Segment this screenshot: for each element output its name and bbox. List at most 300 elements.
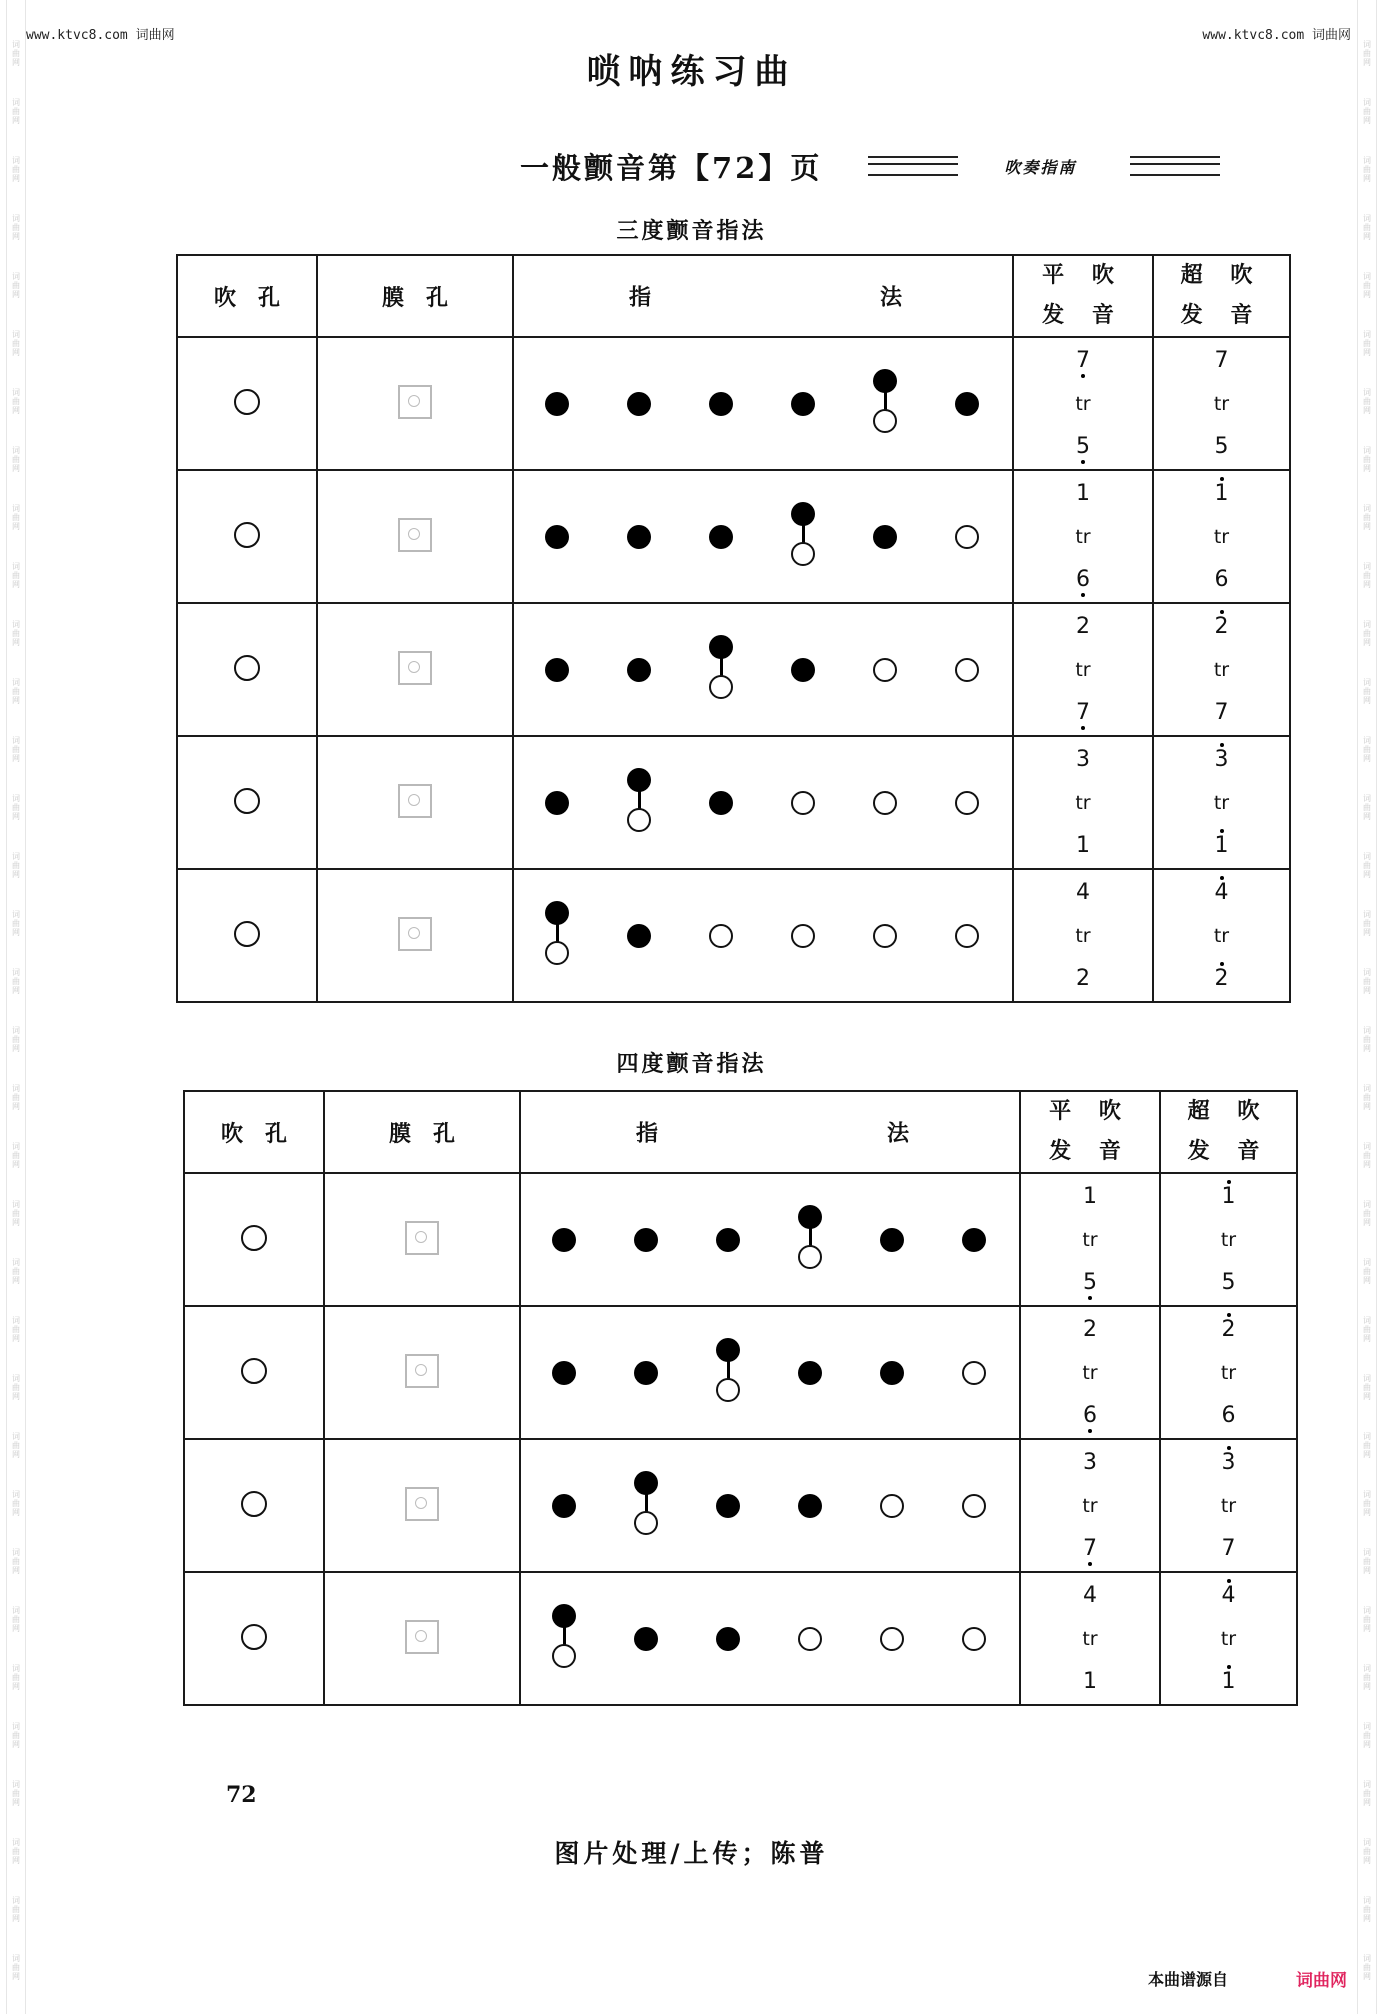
note-upper: 4	[1221, 1582, 1236, 1608]
membrane-hole-icon	[398, 651, 432, 685]
trill-stem-icon	[556, 921, 559, 943]
closed-hole-dot-icon	[627, 924, 651, 948]
fingering-table-fourth	[183, 1090, 1298, 1706]
table-row	[184, 1439, 1297, 1572]
closed-hole-dot-icon	[709, 525, 733, 549]
finger-hole-open	[795, 1604, 825, 1674]
table-row	[177, 603, 1290, 736]
header-flat-line2: 发 音	[1042, 303, 1124, 328]
blow-hole-cell	[177, 736, 317, 869]
finger-hole-closed	[795, 1471, 825, 1541]
closed-hole-dot-icon	[627, 392, 651, 416]
finger-hole-closed	[631, 1338, 661, 1408]
note-upper: 2	[1076, 613, 1090, 639]
note-lower: 1	[1083, 1668, 1097, 1694]
fingering-cell	[520, 1306, 1020, 1439]
finger-hole-open	[706, 901, 736, 971]
note-upper: 1	[1221, 1183, 1236, 1209]
note-lower: 2	[1076, 965, 1090, 991]
fingering-cell	[513, 736, 1013, 869]
blow-hole-cell	[184, 1306, 324, 1439]
margin-watermark-mark: 词曲网	[12, 388, 20, 415]
finger-hole-open	[870, 901, 900, 971]
margin-watermark-mark: 词曲网	[1363, 1780, 1371, 1807]
note-lower: 1	[1076, 832, 1090, 858]
finger-hole-closed	[959, 1205, 989, 1275]
note-lower: 5	[1221, 1269, 1236, 1295]
over-blow-notes	[1153, 470, 1290, 603]
finger-hole-closed	[788, 369, 818, 439]
note-stack	[1014, 476, 1152, 598]
margin-watermark-mark: 词曲网	[12, 156, 20, 183]
header-flat-blow	[1020, 1091, 1160, 1173]
trill-mark: tr	[1075, 392, 1091, 415]
header-flat-line1: 平 吹	[1049, 1099, 1131, 1124]
margin-watermark-mark: 词曲网	[12, 620, 20, 647]
finger-hole-closed	[542, 369, 572, 439]
open-hole-circle-icon	[955, 658, 979, 682]
fingering-cell	[513, 470, 1013, 603]
trill-open-dot-icon	[634, 1511, 658, 1535]
note-lower: 2	[1214, 965, 1229, 991]
margin-watermark-mark: 词曲网	[12, 1084, 20, 1111]
note-stack	[1021, 1578, 1159, 1700]
trill-mark: tr	[1220, 1627, 1237, 1650]
note-lower: 7	[1214, 699, 1229, 725]
margin-watermark-mark: 词曲网	[12, 446, 20, 473]
trill-mark: tr	[1213, 392, 1230, 415]
open-hole-circle-icon	[791, 924, 815, 948]
margin-watermark-mark: 词曲网	[1363, 968, 1371, 995]
fingering-cell	[520, 1439, 1020, 1572]
margin-watermark-mark: 词曲网	[1363, 678, 1371, 705]
finger-hole-trill	[713, 1338, 743, 1408]
finger-hole-closed	[542, 635, 572, 705]
flat-blow-notes	[1020, 1173, 1160, 1306]
note-stack	[1161, 1445, 1296, 1567]
open-hole-circle-icon	[880, 1494, 904, 1518]
margin-watermark-mark: 词曲网	[12, 40, 20, 67]
blow-hole-circle-icon	[241, 1225, 267, 1251]
header-membrane-hole: 膜 孔	[317, 255, 513, 337]
membrane-hole-cell	[324, 1173, 520, 1306]
finger-hole-closed	[952, 369, 982, 439]
site-watermark-right[interactable]: www.ktvc8.com 词曲网	[1202, 28, 1351, 43]
note-lower: 5	[1083, 1269, 1097, 1295]
note-upper: 3	[1076, 746, 1090, 772]
margin-watermark-mark: 词曲网	[12, 1896, 20, 1923]
finger-hole-closed	[877, 1205, 907, 1275]
membrane-hole-cell	[317, 869, 513, 1002]
margin-watermark-mark: 词曲网	[12, 562, 20, 589]
table-row	[177, 869, 1290, 1002]
membrane-hole-icon	[398, 385, 432, 419]
note-lower: 7	[1076, 699, 1090, 725]
note-stack	[1021, 1179, 1159, 1301]
finger-hole-open	[952, 502, 982, 572]
membrane-hole-icon	[405, 1221, 439, 1255]
note-upper: 1	[1076, 480, 1090, 506]
flat-blow-notes	[1013, 603, 1153, 736]
note-upper: 7	[1076, 347, 1090, 373]
table-row	[177, 337, 1290, 470]
margin-watermark-mark: 词曲网	[12, 678, 20, 705]
note-upper: 3	[1214, 746, 1229, 772]
blow-hole-cell	[177, 337, 317, 470]
margin-watermark-mark: 词曲网	[12, 910, 20, 937]
note-stack	[1154, 875, 1289, 997]
margin-watermark-mark: 词曲网	[12, 1606, 20, 1633]
header-over-blow	[1160, 1091, 1297, 1173]
over-blow-notes	[1160, 1173, 1297, 1306]
closed-hole-dot-icon	[709, 791, 733, 815]
header-blow-hole: 吹 孔	[177, 255, 317, 337]
site-watermark-left[interactable]: www.ktvc8.com 词曲网	[26, 28, 175, 43]
finger-hole-open	[952, 635, 982, 705]
open-hole-circle-icon	[709, 924, 733, 948]
margin-watermark-mark: 词曲网	[1363, 910, 1371, 937]
note-stack	[1161, 1578, 1296, 1700]
note-lower: 6	[1076, 566, 1090, 592]
note-upper: 1	[1214, 480, 1229, 506]
over-blow-notes	[1160, 1572, 1297, 1705]
blow-hole-cell	[184, 1572, 324, 1705]
finger-holes	[514, 635, 1012, 705]
blow-hole-cell	[177, 603, 317, 736]
note-stack	[1014, 742, 1152, 864]
decorative-rule-left	[868, 156, 958, 176]
finger-holes	[521, 1338, 1019, 1408]
fingering-cell	[513, 337, 1013, 470]
closed-hole-dot-icon	[791, 658, 815, 682]
finger-hole-closed	[549, 1338, 579, 1408]
trill-mark: tr	[1082, 1361, 1098, 1384]
trill-mark: tr	[1082, 1494, 1098, 1517]
page-subtitle: 一般颤音第【72】页	[520, 150, 823, 185]
open-hole-circle-icon	[873, 924, 897, 948]
header-flat-line1: 平 吹	[1042, 263, 1124, 288]
margin-watermark-mark: 词曲网	[12, 1548, 20, 1575]
note-upper: 2	[1083, 1316, 1097, 1342]
trill-open-dot-icon	[791, 542, 815, 566]
open-hole-circle-icon	[962, 1494, 986, 1518]
footer-site-link[interactable]: 词曲网	[1296, 1971, 1347, 1991]
note-upper: 4	[1214, 879, 1229, 905]
finger-hole-trill	[706, 635, 736, 705]
note-stack	[1014, 609, 1152, 731]
margin-watermark-mark: 词曲网	[1363, 1838, 1371, 1865]
closed-hole-dot-icon	[627, 525, 651, 549]
header-flat-blow	[1013, 255, 1153, 337]
trill-mark: tr	[1213, 924, 1230, 947]
finger-hole-trill	[542, 901, 572, 971]
flat-blow-notes	[1020, 1572, 1160, 1705]
trill-stem-icon	[809, 1225, 812, 1247]
fingering-cell	[520, 1173, 1020, 1306]
trill-stem-icon	[638, 788, 641, 810]
upload-credit: 图片处理/上传；陈普	[554, 1839, 829, 1868]
margin-watermark-mark: 词曲网	[1363, 1664, 1371, 1691]
blow-hole-circle-icon	[234, 389, 260, 415]
over-blow-notes	[1160, 1439, 1297, 1572]
flat-blow-notes	[1020, 1306, 1160, 1439]
finger-hole-open	[959, 1471, 989, 1541]
note-stack	[1161, 1179, 1296, 1301]
flat-blow-notes	[1013, 337, 1153, 470]
open-hole-circle-icon	[873, 658, 897, 682]
trill-mark: tr	[1075, 791, 1091, 814]
blow-hole-cell	[184, 1173, 324, 1306]
margin-watermark-mark: 词曲网	[1363, 156, 1371, 183]
right-margin-watermark-strip	[1357, 0, 1377, 2014]
finger-hole-closed	[624, 901, 654, 971]
finger-hole-closed	[713, 1471, 743, 1541]
finger-hole-trill	[788, 502, 818, 572]
margin-watermark-mark: 词曲网	[1363, 1896, 1371, 1923]
over-blow-notes	[1160, 1306, 1297, 1439]
closed-hole-dot-icon	[880, 1228, 904, 1252]
finger-holes	[514, 768, 1012, 838]
closed-hole-dot-icon	[880, 1361, 904, 1385]
trill-open-dot-icon	[545, 941, 569, 965]
open-hole-circle-icon	[798, 1627, 822, 1651]
table-row	[184, 1173, 1297, 1306]
margin-watermark-mark: 词曲网	[1363, 1432, 1371, 1459]
header-over-line2: 发 音	[1187, 1139, 1270, 1164]
membrane-hole-icon	[405, 1487, 439, 1521]
blow-hole-circle-icon	[241, 1491, 267, 1517]
margin-watermark-mark: 词曲网	[1363, 272, 1371, 299]
finger-hole-closed	[706, 369, 736, 439]
note-stack	[1154, 609, 1289, 731]
finger-hole-trill	[870, 369, 900, 439]
left-margin-watermark-strip	[6, 0, 26, 2014]
finger-hole-closed	[542, 502, 572, 572]
margin-watermark-mark: 词曲网	[12, 794, 20, 821]
closed-hole-dot-icon	[545, 658, 569, 682]
note-upper: 4	[1076, 879, 1090, 905]
over-blow-notes	[1153, 603, 1290, 736]
document-title: 唢呐练习曲	[586, 52, 797, 92]
margin-watermark-mark: 词曲网	[1363, 98, 1371, 125]
margin-watermark-mark: 词曲网	[1363, 1316, 1371, 1343]
finger-hole-open	[788, 768, 818, 838]
trill-mark: tr	[1213, 658, 1230, 681]
header-fingering-left: 指	[636, 1121, 659, 1147]
margin-watermark-mark: 词曲网	[1363, 330, 1371, 357]
finger-holes	[521, 1205, 1019, 1275]
margin-watermark-mark: 词曲网	[1363, 1606, 1371, 1633]
finger-hole-closed	[788, 635, 818, 705]
open-hole-circle-icon	[880, 1627, 904, 1651]
trill-mark: tr	[1075, 924, 1091, 947]
finger-hole-open	[952, 768, 982, 838]
note-lower: 6	[1221, 1402, 1236, 1428]
trill-mark: tr	[1213, 525, 1230, 548]
finger-hole-open	[788, 901, 818, 971]
margin-watermark-mark: 词曲网	[12, 1142, 20, 1169]
membrane-hole-cell	[324, 1306, 520, 1439]
closed-hole-dot-icon	[552, 1228, 576, 1252]
trill-open-dot-icon	[873, 409, 897, 433]
finger-holes	[521, 1471, 1019, 1541]
margin-watermark-mark: 词曲网	[1363, 1548, 1371, 1575]
margin-watermark-mark: 词曲网	[12, 1490, 20, 1517]
header-fingering	[513, 255, 1013, 337]
blow-hole-circle-icon	[234, 921, 260, 947]
trill-stem-icon	[720, 655, 723, 677]
margin-watermark-mark: 词曲网	[12, 1432, 20, 1459]
note-upper: 7	[1214, 347, 1229, 373]
note-upper: 3	[1083, 1449, 1097, 1475]
header-fingering-right: 法	[886, 1121, 909, 1147]
blow-hole-circle-icon	[241, 1624, 267, 1650]
membrane-hole-icon	[398, 784, 432, 818]
closed-hole-dot-icon	[962, 1228, 986, 1252]
closed-hole-dot-icon	[627, 658, 651, 682]
finger-holes	[521, 1604, 1019, 1674]
margin-watermark-mark: 词曲网	[1363, 1084, 1371, 1111]
margin-watermark-mark: 词曲网	[12, 1316, 20, 1343]
blow-hole-cell	[184, 1439, 324, 1572]
trill-mark: tr	[1220, 1361, 1237, 1384]
open-hole-circle-icon	[791, 791, 815, 815]
margin-watermark-mark: 词曲网	[1363, 388, 1371, 415]
finger-hole-open	[959, 1604, 989, 1674]
margin-watermark-mark: 词曲网	[1363, 1026, 1371, 1053]
membrane-hole-icon	[398, 518, 432, 552]
open-hole-circle-icon	[955, 791, 979, 815]
margin-watermark-mark: 词曲网	[12, 214, 20, 241]
section-title-third-trill: 三度颤音指法	[616, 219, 767, 244]
trill-mark: tr	[1082, 1627, 1098, 1650]
margin-watermark-mark: 词曲网	[12, 272, 20, 299]
flat-blow-notes	[1020, 1439, 1160, 1572]
finger-hole-trill	[549, 1604, 579, 1674]
finger-hole-closed	[713, 1205, 743, 1275]
note-stack	[1154, 343, 1289, 465]
margin-watermark-mark: 词曲网	[12, 1838, 20, 1865]
margin-watermark-mark: 词曲网	[12, 1954, 20, 1981]
table-header-row	[177, 255, 1290, 337]
flat-blow-notes	[1013, 736, 1153, 869]
membrane-hole-cell	[317, 736, 513, 869]
margin-watermark-mark: 词曲网	[12, 1722, 20, 1749]
finger-hole-closed	[706, 768, 736, 838]
table-header-row	[184, 1091, 1297, 1173]
finger-hole-trill	[795, 1205, 825, 1275]
header-fingering-left: 指	[629, 285, 652, 311]
finger-holes	[514, 369, 1012, 439]
margin-watermark-mark: 词曲网	[1363, 736, 1371, 763]
open-hole-circle-icon	[955, 525, 979, 549]
closed-hole-dot-icon	[716, 1627, 740, 1651]
fingering-table-third	[176, 254, 1291, 1003]
blow-hole-circle-icon	[234, 655, 260, 681]
finger-hole-closed	[870, 502, 900, 572]
note-lower: 6	[1214, 566, 1229, 592]
margin-watermark-mark: 词曲网	[1363, 504, 1371, 531]
closed-hole-dot-icon	[552, 1361, 576, 1385]
closed-hole-dot-icon	[798, 1494, 822, 1518]
finger-hole-trill	[631, 1471, 661, 1541]
finger-hole-closed	[542, 768, 572, 838]
finger-hole-open	[877, 1471, 907, 1541]
finger-holes	[514, 901, 1012, 971]
trill-stem-icon	[802, 522, 805, 544]
header-membrane-hole: 膜 孔	[324, 1091, 520, 1173]
trill-stem-icon	[645, 1491, 648, 1513]
fingering-cell	[520, 1572, 1020, 1705]
closed-hole-dot-icon	[798, 1361, 822, 1385]
note-stack	[1014, 343, 1152, 465]
membrane-hole-icon	[398, 917, 432, 951]
closed-hole-dot-icon	[545, 791, 569, 815]
closed-hole-dot-icon	[634, 1361, 658, 1385]
finger-hole-closed	[795, 1338, 825, 1408]
margin-watermark-mark: 词曲网	[12, 1200, 20, 1227]
margin-watermark-mark: 词曲网	[12, 968, 20, 995]
margin-watermark-mark: 词曲网	[12, 852, 20, 879]
trill-mark: tr	[1075, 525, 1091, 548]
note-upper: 3	[1221, 1449, 1236, 1475]
note-stack	[1021, 1312, 1159, 1434]
trill-mark: tr	[1220, 1494, 1237, 1517]
trill-open-dot-icon	[716, 1378, 740, 1402]
note-lower: 7	[1221, 1535, 1236, 1561]
membrane-hole-cell	[317, 603, 513, 736]
note-stack	[1161, 1312, 1296, 1434]
margin-watermark-mark: 词曲网	[1363, 620, 1371, 647]
brand-label: 吹奏指南	[1004, 157, 1077, 177]
finger-hole-closed	[549, 1471, 579, 1541]
table-row	[177, 470, 1290, 603]
finger-hole-closed	[624, 635, 654, 705]
membrane-hole-icon	[405, 1354, 439, 1388]
margin-watermark-mark: 词曲网	[1363, 1374, 1371, 1401]
table-row	[184, 1572, 1297, 1705]
closed-hole-dot-icon	[552, 1494, 576, 1518]
margin-watermark-mark: 词曲网	[12, 1026, 20, 1053]
finger-hole-closed	[549, 1205, 579, 1275]
trill-open-dot-icon	[552, 1644, 576, 1668]
margin-watermark-mark: 词曲网	[1363, 446, 1371, 473]
table-row	[177, 736, 1290, 869]
blow-hole-cell	[177, 470, 317, 603]
note-stack	[1154, 742, 1289, 864]
margin-watermark-mark: 词曲网	[12, 1258, 20, 1285]
footer-source-label: 本曲谱源自	[1148, 1970, 1229, 1989]
finger-hole-open	[870, 635, 900, 705]
trill-stem-icon	[563, 1624, 566, 1646]
membrane-hole-cell	[324, 1439, 520, 1572]
table-row	[184, 1306, 1297, 1439]
open-hole-circle-icon	[955, 924, 979, 948]
margin-watermark-mark: 词曲网	[12, 1664, 20, 1691]
flat-blow-notes	[1013, 470, 1153, 603]
finger-hole-closed	[624, 502, 654, 572]
trill-mark: tr	[1213, 791, 1230, 814]
membrane-hole-cell	[317, 470, 513, 603]
closed-hole-dot-icon	[873, 525, 897, 549]
finger-hole-trill	[624, 768, 654, 838]
finger-hole-closed	[877, 1338, 907, 1408]
margin-watermark-mark: 词曲网	[1363, 40, 1371, 67]
header-over-blow	[1153, 255, 1290, 337]
finger-holes	[514, 502, 1012, 572]
finger-hole-closed	[631, 1604, 661, 1674]
section-title-fourth-trill: 四度颤音指法	[616, 1052, 767, 1077]
